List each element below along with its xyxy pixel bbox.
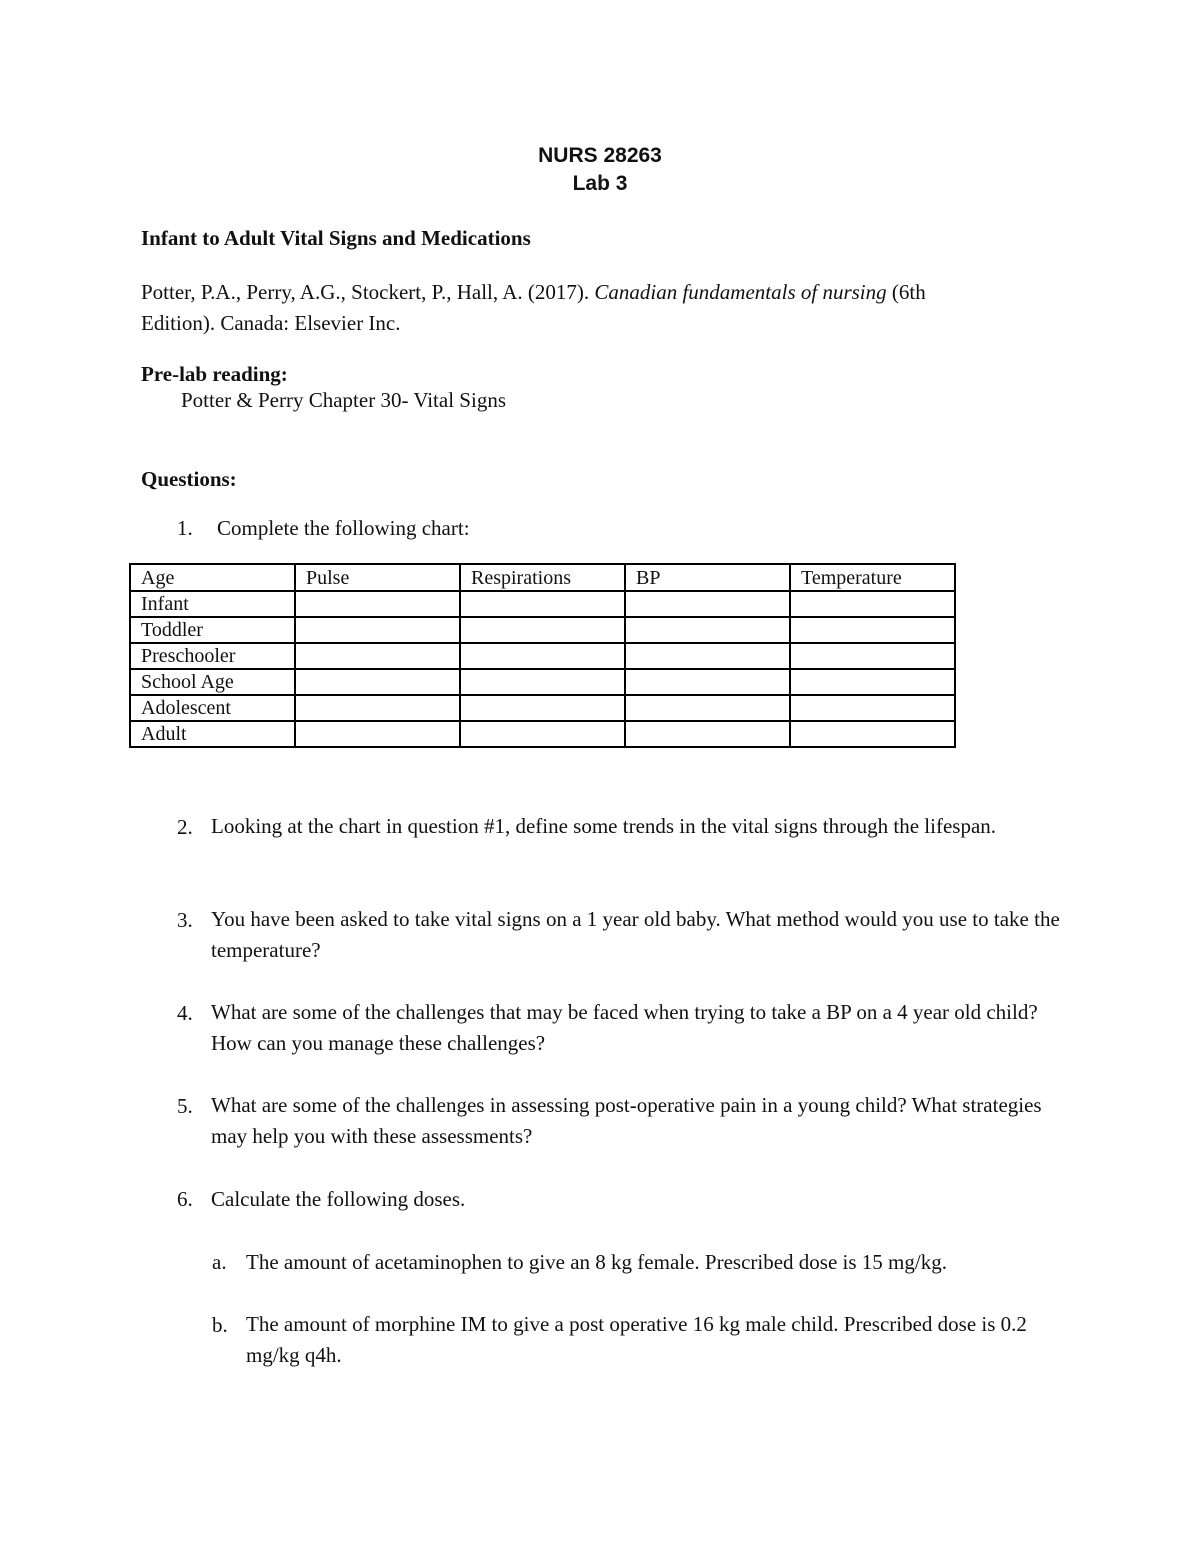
- chart-respirations-cell[interactable]: [460, 669, 625, 695]
- chart-pulse-cell[interactable]: [295, 643, 460, 669]
- chart-pulse-cell[interactable]: [295, 721, 460, 747]
- prelab-reading: Potter & Perry Chapter 30- Vital Signs: [181, 388, 506, 412]
- lab-number: Lab 3: [572, 172, 628, 195]
- reference-line-1: [141, 280, 926, 305]
- question-number: 1.: [177, 516, 193, 540]
- chart-header-cell: BP: [625, 564, 790, 591]
- chart-temperature-cell[interactable]: [790, 695, 955, 721]
- chart-bp-cell[interactable]: [625, 591, 790, 617]
- question-text: Calculate the following doses.: [211, 1187, 466, 1211]
- chart-header-cell: Pulse: [295, 564, 460, 591]
- chart-age-cell: Preschooler: [130, 643, 295, 669]
- reference-line-2: Edition). Canada: Elsevier Inc.: [141, 311, 401, 335]
- chart-header-cell: Respirations: [460, 564, 625, 591]
- chart-age-cell: Infant: [130, 591, 295, 617]
- chart-temperature-cell[interactable]: [790, 669, 955, 695]
- chart-row: [130, 695, 955, 721]
- chart-pulse-cell[interactable]: [295, 669, 460, 695]
- chart-respirations-cell[interactable]: [460, 591, 625, 617]
- reference-edition: (6th: [886, 280, 926, 304]
- chart-row: [130, 591, 955, 617]
- chart-pulse-cell[interactable]: [295, 591, 460, 617]
- question-number: 6.: [177, 1187, 193, 1211]
- question-number: 3.: [177, 908, 193, 932]
- chart-age-cell: Adolescent: [130, 695, 295, 721]
- chart-temperature-cell[interactable]: [790, 591, 955, 617]
- chart-header-cell: Age: [130, 564, 295, 591]
- questions-heading: Questions:: [141, 467, 237, 491]
- chart-age-cell: School Age: [130, 669, 295, 695]
- question-number: 5.: [177, 1094, 193, 1118]
- question-text: What are some of the challenges in assessing post-operative pain in a young child? What strategies may help you with these assessments?: [211, 1093, 1042, 1148]
- question-text: Complete the following chart:: [217, 516, 470, 540]
- chart-respirations-cell[interactable]: [460, 721, 625, 747]
- subquestion-text: The amount of morphine IM to give a post operative 16 kg male child. Prescribed dose is 0.2 mg/kg q4h.: [246, 1312, 1027, 1367]
- chart-pulse-cell[interactable]: [295, 617, 460, 643]
- subquestion-letter: a.: [212, 1250, 227, 1274]
- question-text: Looking at the chart in question #1, define some trends in the vital signs through the lifespan.: [211, 814, 997, 838]
- course-code: NURS 28263: [538, 144, 662, 167]
- chart-row: [130, 643, 955, 669]
- subquestion-text: The amount of acetaminophen to give an 8 kg female. Prescribed dose is 15 mg/kg.: [246, 1250, 947, 1274]
- chart-header-cell: Temperature: [790, 564, 955, 591]
- question-text: You have been asked to take vital signs on a 1 year old baby. What method would you use to take the temperature?: [211, 907, 1060, 962]
- chart-respirations-cell[interactable]: [460, 617, 625, 643]
- chart-age-cell: Toddler: [130, 617, 295, 643]
- reference-authors: Potter, P.A., Perry, A.G., Stockert, P., Hall, A. (2017).: [141, 280, 595, 304]
- chart-bp-cell[interactable]: [625, 617, 790, 643]
- chart-respirations-cell[interactable]: [460, 643, 625, 669]
- chart-row: [130, 721, 955, 747]
- subquestion-letter: b.: [212, 1313, 228, 1337]
- question-number: 2.: [177, 815, 193, 839]
- chart-bp-cell[interactable]: [625, 721, 790, 747]
- vital-signs-chart: [129, 563, 956, 748]
- chart-temperature-cell[interactable]: [790, 643, 955, 669]
- chart-header-row: [130, 564, 955, 591]
- chart-pulse-cell[interactable]: [295, 695, 460, 721]
- prelab-heading: Pre-lab reading:: [141, 362, 288, 386]
- question-text: What are some of the challenges that may be faced when trying to take a BP on a 4 year old child? How can you manage these challenges?: [211, 1000, 1038, 1055]
- chart-row: [130, 669, 955, 695]
- question-number: 4.: [177, 1001, 193, 1025]
- chart-temperature-cell[interactable]: [790, 721, 955, 747]
- document-title: Infant to Adult Vital Signs and Medications: [141, 226, 531, 250]
- chart-bp-cell[interactable]: [625, 669, 790, 695]
- chart-bp-cell[interactable]: [625, 643, 790, 669]
- reference-book-title: Canadian fundamentals of nursing: [594, 280, 887, 304]
- chart-temperature-cell[interactable]: [790, 617, 955, 643]
- chart-bp-cell[interactable]: [625, 695, 790, 721]
- chart-age-cell: Adult: [130, 721, 295, 747]
- chart-row: [130, 617, 955, 643]
- chart-respirations-cell[interactable]: [460, 695, 625, 721]
